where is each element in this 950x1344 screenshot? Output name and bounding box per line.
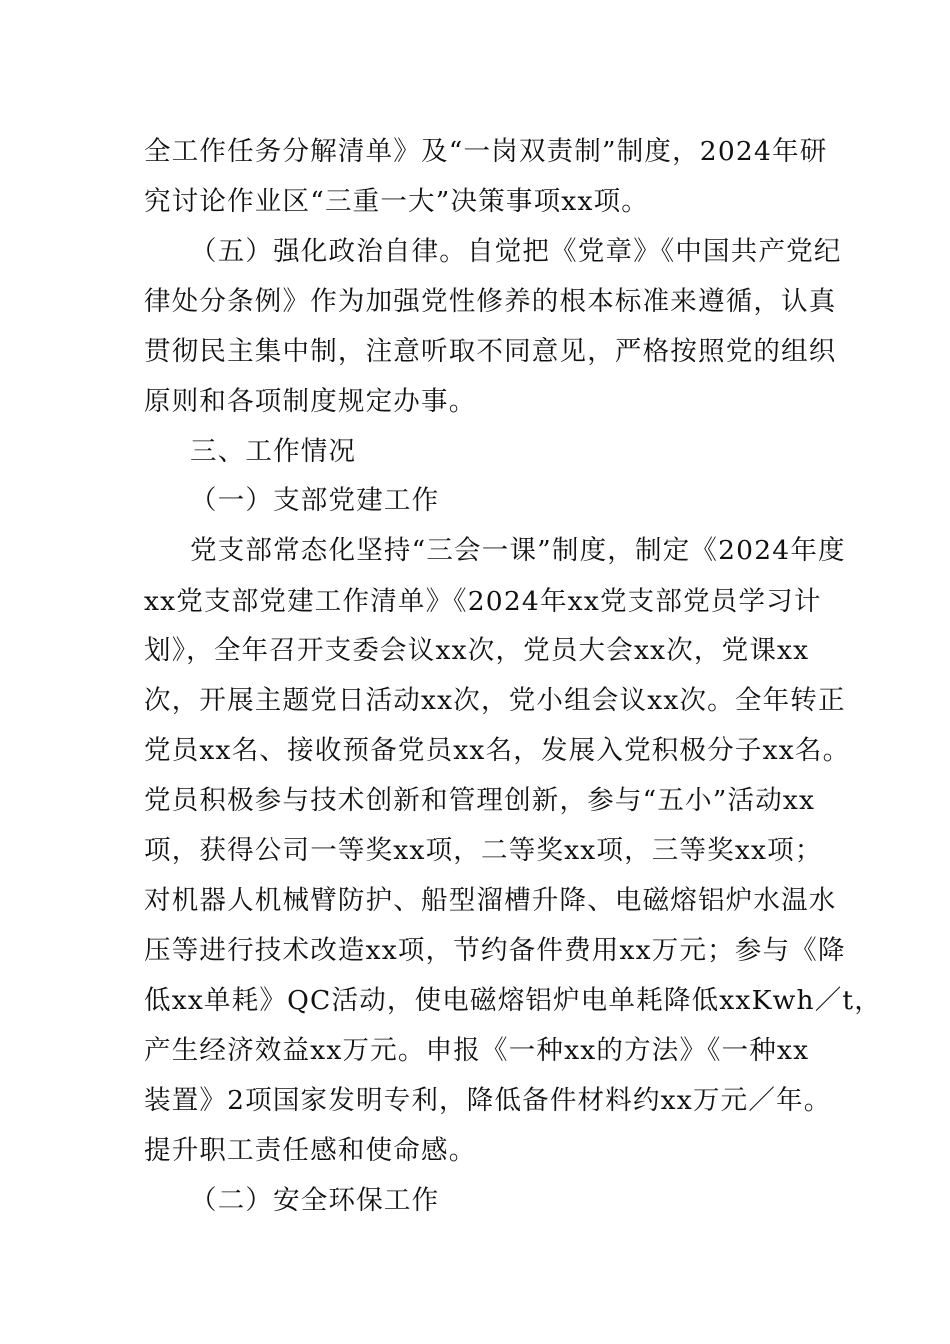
text-line-4: 律处分条例》作为加强党性修养的根本标准来遵循，认真 — [144, 286, 837, 317]
text-line-20: 装置》2项国家发明专利，降低备件材料约xx万元／年。 — [144, 1085, 832, 1116]
text-line-14: 党员积极参与技术创新和管理创新，参与“五小”活动xx — [144, 785, 816, 816]
text-line-5: 贯彻民主集中制，注意听取不同意见，严格按照党的组织 — [144, 336, 837, 367]
text-line-16: 对机器人机械臂防护、船型溜槽升降、电磁熔铝炉水温水 — [144, 885, 837, 916]
paragraph-start: 党支部常态化坚持“三会一课”制度，制定《2024年度 — [190, 535, 846, 566]
section-heading-1: （一）支部党建工作 — [190, 485, 440, 516]
chapter-heading-3: 三、工作情况 — [190, 436, 357, 467]
text-line-21: 提升职工责任感和使命感。 — [144, 1135, 477, 1166]
text-line-17: 压等进行技术改造xx项，节约备件费用xx万元；参与《降 — [144, 935, 846, 966]
text-line-2: 究讨论作业区“三重一大”决策事项xx项。 — [144, 186, 649, 217]
section-heading-2: （二）安全环保工作 — [190, 1185, 440, 1216]
text-line-13: 党员xx名、接收预备党员xx名，发展入党积极分子xx名。 — [144, 735, 851, 766]
text-line-1: 全工作任务分解清单》及“一岗双责制”制度，2024年研 — [144, 136, 828, 167]
text-line-6: 原则和各项制度规定办事。 — [144, 386, 477, 417]
section-heading-5: （五）强化政治自律。自觉把《党章》《中国共产党纪 — [190, 236, 842, 267]
text-line-10: xx党支部党建工作清单》《2024年xx党支部党员学习计 — [144, 586, 822, 617]
text-line-18: 低xx单耗》QC活动，使电磁熔铝炉电单耗降低xxKwh／t， — [144, 985, 882, 1016]
text-line-15: 项，获得公司一等奖xx项，二等奖xx项，三等奖xx项； — [144, 835, 823, 866]
text-line-19: 产生经济效益xx万元。申报《一种xx的方法》《一种xx — [144, 1035, 810, 1066]
text-line-12: 次，开展主题党日活动xx次，党小组会议xx次。全年转正 — [144, 685, 846, 716]
text-line-11: 划》，全年召开支委会议xx次，党员大会xx次，党课xx — [144, 635, 810, 666]
